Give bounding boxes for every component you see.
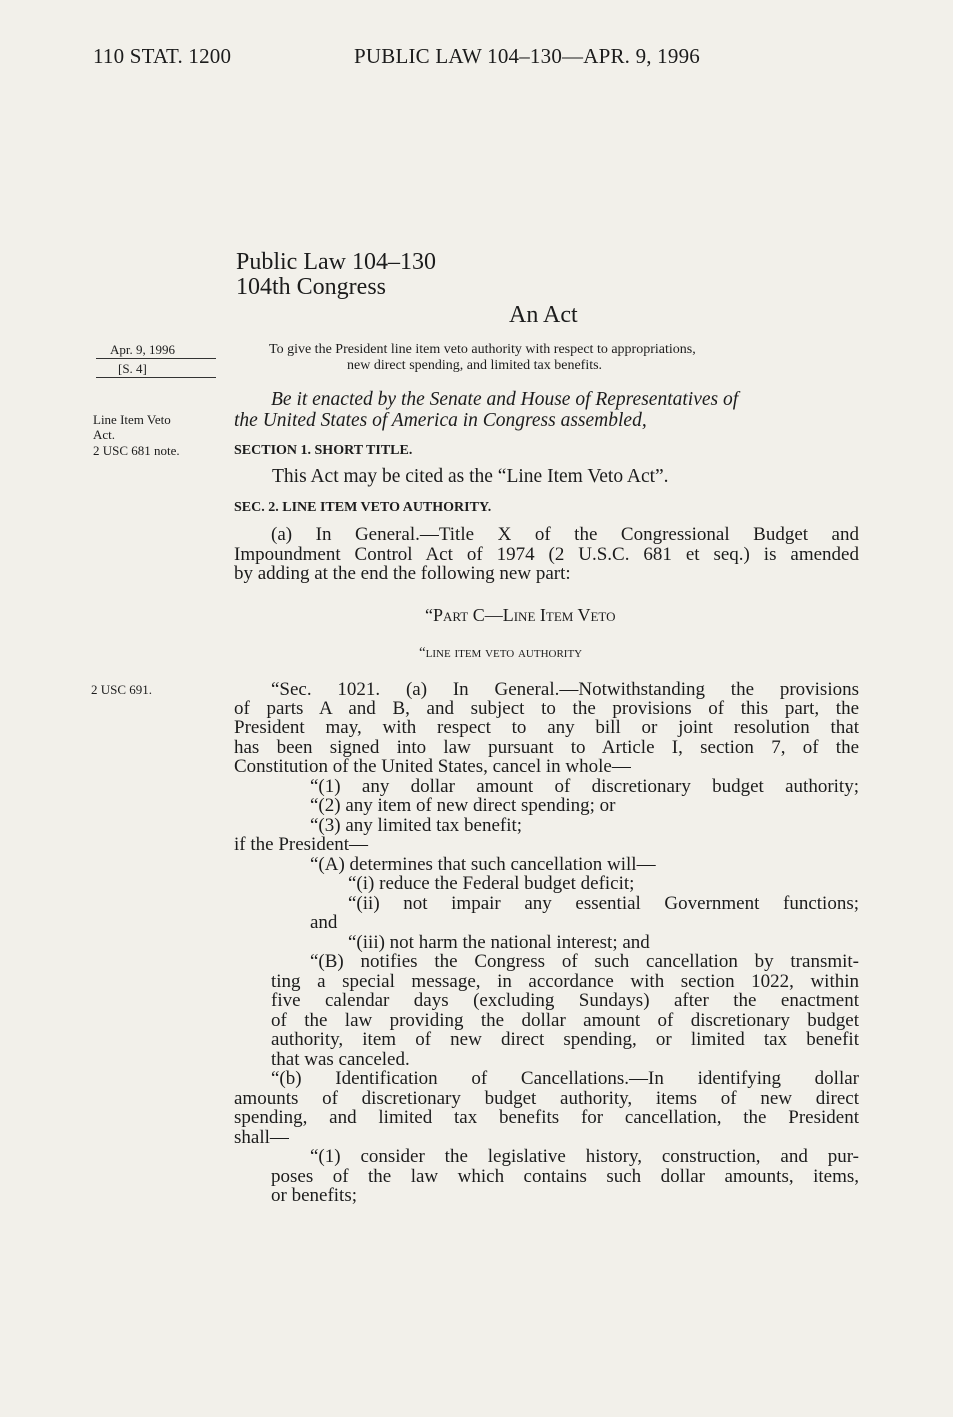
body-line: spending, and limited tax benefits for cancellation, the President [234, 1107, 859, 1128]
margin-usc-691: 2 USC 691. [91, 682, 153, 697]
margin-short-title-2: Act. [93, 427, 116, 442]
body-line: “(1) consider the legislative history, construction, and pur- [310, 1146, 859, 1167]
margin-bill-number: [S. 4] [118, 361, 147, 376]
body-line: “(1) any dollar amount of discretionary budget authority; [310, 776, 859, 797]
margin-rule-1 [96, 358, 216, 359]
body-line: “(2) any item of new direct spending; or [310, 795, 616, 816]
part-c-heading: “Part C—Line Item Veto [425, 605, 616, 625]
body-line: has been signed into law pursuant to Article I, section 7, of the [234, 737, 859, 758]
section-2-line-3: by adding at the end the following new part: [234, 563, 571, 584]
enacting-clause-line-1: Be it enacted by the Senate and House of Representatives of [271, 389, 739, 410]
body-line: if the President— [234, 834, 369, 855]
margin-usc-note: 2 USC 681 note. [93, 443, 180, 458]
margin-rule-2 [96, 377, 216, 378]
section-1-text: This Act may be cited as the “Line Item Veto Act”. [272, 466, 669, 487]
body-line: Constitution of the United States, cancel in whole— [234, 756, 631, 777]
page-stat-number: 110 STAT. 1200 [93, 44, 232, 68]
body-line: authority, item of new direct spending, or limited tax benefit [271, 1029, 859, 1050]
body-line: “(3) any limited tax benefit; [310, 815, 523, 836]
body-line: “(b) Identification of Cancellations.—In identifying dollar [271, 1068, 859, 1089]
body-line: or benefits; [271, 1185, 358, 1206]
running-header: PUBLIC LAW 104–130—APR. 9, 1996 [354, 44, 700, 68]
body-line: that was canceled. [271, 1049, 410, 1070]
section-2-line-2: Impoundment Control Act of 1974 (2 U.S.C. 681 et seq.) is amended [234, 544, 859, 565]
body-line: ting a special message, in accordance with section 1022, within [271, 971, 859, 992]
purpose-line-1: To give the President line item veto authority with respect to appropriations, [269, 342, 696, 357]
body-line: amounts of discretionary budget authority, items of new direct [234, 1088, 859, 1109]
sec-1021-subheading: “line item veto authority [419, 645, 583, 661]
body-line: “(A) determines that such cancellation will— [310, 854, 656, 875]
body-line: and [310, 912, 338, 933]
body-line: President may, with respect to any bill or joint resolution that [234, 717, 859, 738]
law-number-title: Public Law 104–130 [236, 249, 436, 275]
body-line: of parts A and B, and subject to the provisions of this part, the [234, 698, 859, 719]
body-line: “Sec. 1021. (a) In General.—Notwithstanding the provisions [271, 679, 859, 700]
section-2-heading: SEC. 2. LINE ITEM VETO AUTHORITY. [234, 500, 492, 515]
purpose-line-2: new direct spending, and limited tax benefits. [347, 358, 603, 373]
body-line: “(B) notifies the Congress of such cancellation by transmit- [310, 951, 859, 972]
section-1-heading: SECTION 1. SHORT TITLE. [234, 443, 413, 458]
body-line: five calendar days (excluding Sundays) after the enactment [271, 990, 859, 1011]
margin-date: Apr. 9, 1996 [110, 342, 175, 357]
enacting-clause-line-2: the United States of America in Congress assembled, [234, 410, 647, 431]
act-heading: An Act [509, 302, 578, 328]
body-line: shall— [234, 1127, 289, 1148]
body-line: “(iii) not harm the national interest; and [348, 932, 650, 953]
congress-title: 104th Congress [236, 274, 386, 300]
body-line: “(ii) not impair any essential Government functions; [348, 893, 859, 914]
body-line: poses of the law which contains such dollar amounts, items, [271, 1166, 859, 1187]
margin-short-title-1: Line Item Veto [93, 412, 171, 427]
body-line: of the law providing the dollar amount of discretionary budget [271, 1010, 859, 1031]
section-2-line-1: (a) In General.—Title X of the Congressional Budget and [271, 524, 859, 545]
body-line: “(i) reduce the Federal budget deficit; [348, 873, 635, 894]
